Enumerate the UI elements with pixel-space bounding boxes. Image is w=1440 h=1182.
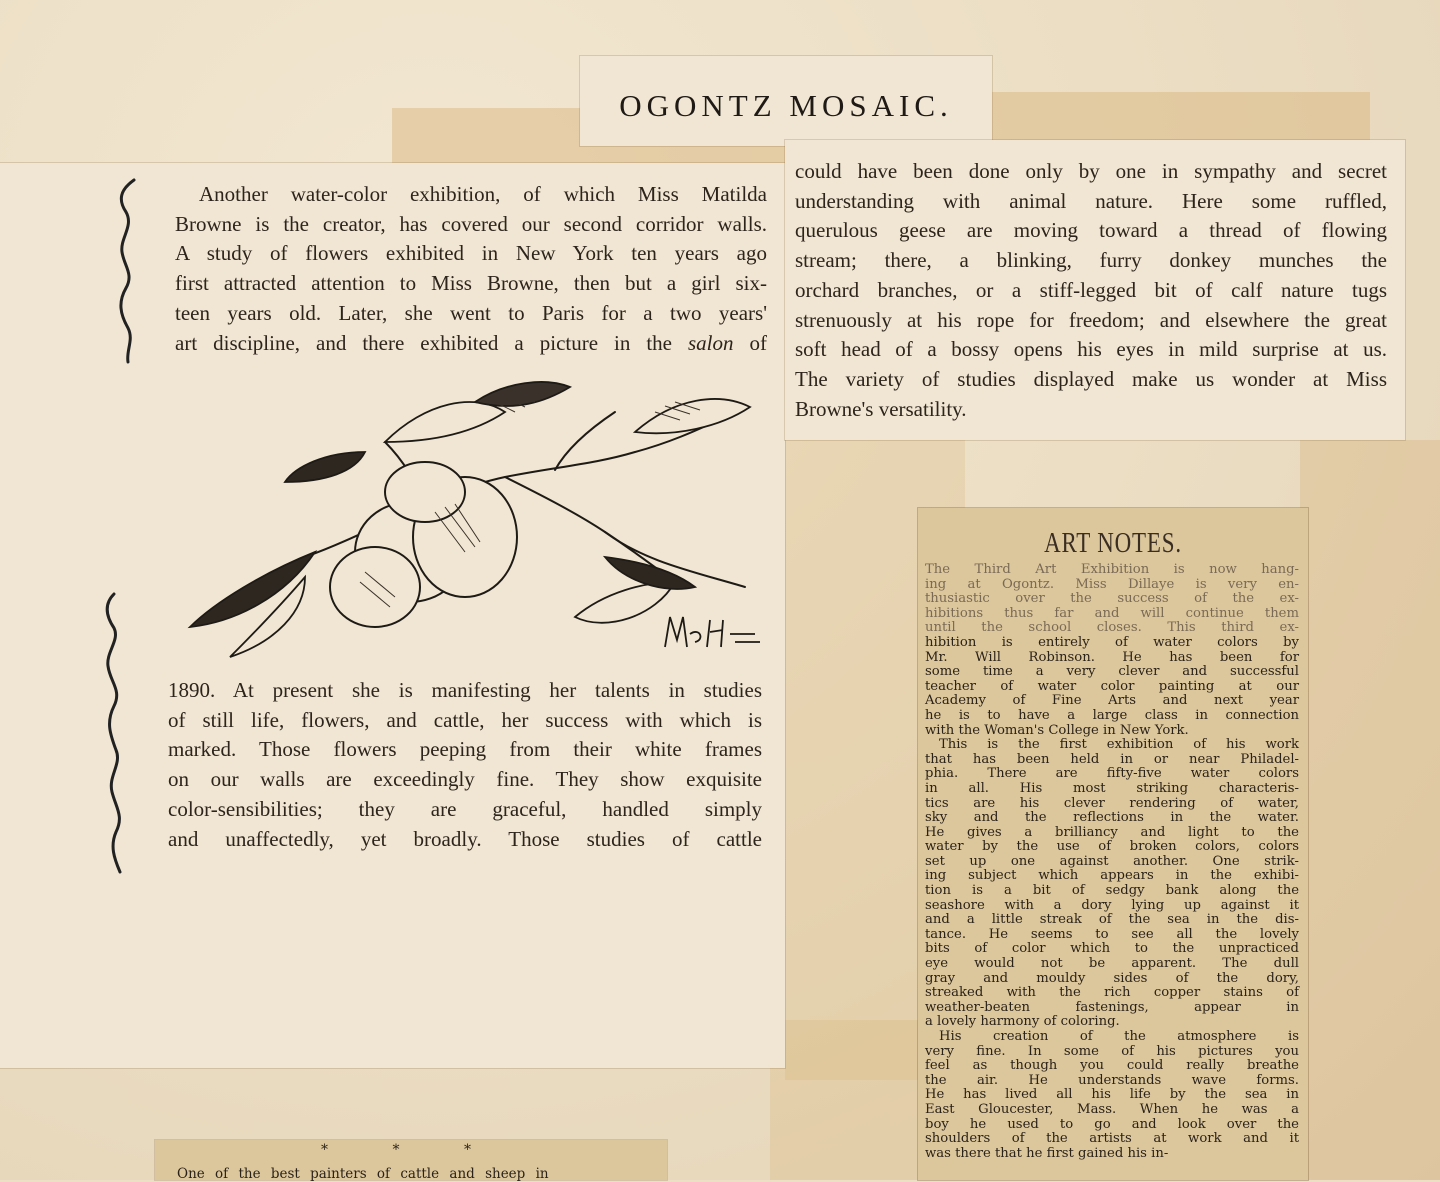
text-line: Browne's versatility. (795, 396, 967, 421)
tape-strip (770, 1020, 930, 1180)
art-notes-line: set up one against another. One strik- (925, 853, 1299, 869)
art-notes-line: hibition is entirely of water colors by (925, 634, 1299, 650)
article-paragraph-3 (795, 157, 1387, 424)
art-notes-line: tics are his clever rendering of water, (925, 795, 1299, 811)
text-line: Browne is the creator, has covered our second corridor walls. (175, 211, 767, 236)
branch-sketch-illustration (175, 372, 765, 662)
title-clipping (580, 56, 992, 146)
art-notes-line: eye would not be apparent. The dull (925, 956, 1299, 972)
section-separator-stars: * * * (321, 1142, 501, 1158)
text-line: The variety of studies displayed make us wonder at Miss (795, 366, 1387, 391)
article-paragraph-1 (175, 180, 767, 358)
art-notes-line: This is the first exhibition of his work (939, 737, 1299, 753)
text-line: on our walls are exceedingly fine. They show exquisite (168, 767, 762, 792)
bottom-clipping (155, 1140, 667, 1180)
art-notes-title: ART NOTES. (1044, 528, 1182, 559)
art-notes-line: Academy of Fine Arts and next year (925, 693, 1299, 709)
tape-strip (1300, 440, 1440, 1180)
handwritten-bracket-bottom (96, 590, 130, 875)
art-notes-clipping (918, 508, 1308, 1180)
text-line: art discipline, and there exhibited a picture in the salon of (175, 330, 767, 355)
text-line: querulous geese are moving toward a thread of flowing (795, 218, 1387, 243)
page-title: OGONTZ MOSAIC. (619, 88, 953, 123)
text-line: soft head of a bossy opens his eyes in mild surprise at us. (795, 337, 1387, 362)
art-notes-line: He gives a brilliancy and light to the (925, 824, 1299, 840)
art-notes-line: seashore with a dory lying up against it (925, 897, 1299, 913)
art-notes-line: a lovely harmony of coloring. (925, 1014, 1120, 1030)
text-line: marked. Those flowers peeping from their white frames (168, 737, 762, 762)
art-notes-line: in all. His most striking characteris- (925, 780, 1299, 796)
art-notes-line: phia. There are fifty-five water colors (925, 766, 1299, 782)
text-line: A study of flowers exhibited in New York ten years ago (175, 241, 767, 266)
art-notes-line: thusiastic over the success of the ex- (925, 591, 1299, 607)
text-line: teen years old. Later, she went to Paris for a two years' (175, 300, 767, 325)
text-line: and unaffectedly, yet broadly. Those studies of cattle (168, 826, 762, 851)
art-notes-line: tance. He seems to see all the lovely (925, 926, 1299, 942)
art-notes-line: he is to have a large class in connection (925, 707, 1299, 723)
art-notes-line: Mr. Will Robinson. He has been for (925, 649, 1299, 665)
art-notes-body (925, 563, 1299, 1161)
art-notes-line: water by the use of broken colors, colors (925, 839, 1299, 855)
art-notes-line: teacher of water color painting at our (925, 678, 1299, 694)
art-notes-line: shoulders of the artists at work and it (925, 1131, 1299, 1147)
text-line: stream; there, a blinking, furry donkey munches the (795, 248, 1387, 273)
art-notes-line: hibitions thus far and will continue them (925, 605, 1299, 621)
art-notes-line: His creation of the atmosphere is (939, 1029, 1299, 1044)
art-notes-line: ing subject which appears in the exhibi- (925, 868, 1299, 884)
art-notes-line: and a little streak of the sea in the dis- (925, 912, 1299, 928)
art-notes-line: until the school closes. This third ex- (925, 620, 1299, 636)
text-line: orchard branches, or a stiff-legged bit of calf nature tugs (795, 277, 1387, 302)
bottom-clipping-text: One of the best painters of cattle and sheep in (177, 1166, 549, 1182)
text-line: understanding with animal nature. Here some ruffled, (795, 188, 1387, 213)
art-notes-line: East Gloucester, Mass. When he was a (925, 1101, 1299, 1117)
handwritten-bracket-top (112, 178, 142, 364)
text-line: 1890. At present she is manifesting her talents in studies (168, 678, 762, 702)
art-notes-line: He has lived all his life by the sea in (925, 1087, 1299, 1103)
art-notes-line: some time a very clever and successful (925, 664, 1299, 680)
art-notes-line: feel as though you could really breathe (925, 1058, 1299, 1074)
art-notes-line: streaked with the rich copper stains of (925, 985, 1299, 1001)
art-notes-line: sky and the reflections in the water. (925, 810, 1299, 826)
text-line: strenuously at his rope for freedom; and elsewhere the great (795, 307, 1387, 332)
text-line: first attracted attention to Miss Browne, then but a girl six- (175, 271, 767, 296)
art-notes-line: tion is a bit of sedgy bank along the (925, 883, 1299, 899)
text-line: color-sensibilities; they are graceful, handled simply (168, 796, 762, 821)
art-notes-line: that has been held in or near Philadel- (925, 751, 1299, 767)
art-notes-line: weather-beaten fastenings, appear in (925, 999, 1299, 1015)
art-notes-line: very fine. In some of his pictures you (925, 1043, 1299, 1059)
art-notes-line: with the Woman's College in New York. (925, 722, 1189, 738)
text-line: Another water-color exhibition, of which Miss Matilda (199, 182, 767, 206)
art-notes-line: the air. He understands wave forms. (925, 1072, 1299, 1088)
art-notes-line: was there that he first gained his in- (925, 1145, 1169, 1161)
text-line: of still life, flowers, and cattle, her success with which is (168, 707, 762, 732)
art-notes-line: bits of color which to the unpracticed (925, 941, 1299, 957)
art-notes-line: boy he used to go and look over the (925, 1116, 1299, 1132)
text-line: could have been done only by one in sympathy and secret (795, 159, 1387, 183)
art-notes-line: ing at Ogontz. Miss Dillaye is very en- (925, 576, 1299, 592)
article-paragraph-2 (168, 676, 762, 854)
art-notes-line: gray and mouldy sides of the dory, (925, 970, 1299, 986)
art-notes-line: The Third Art Exhibition is now hang- (925, 562, 1299, 577)
